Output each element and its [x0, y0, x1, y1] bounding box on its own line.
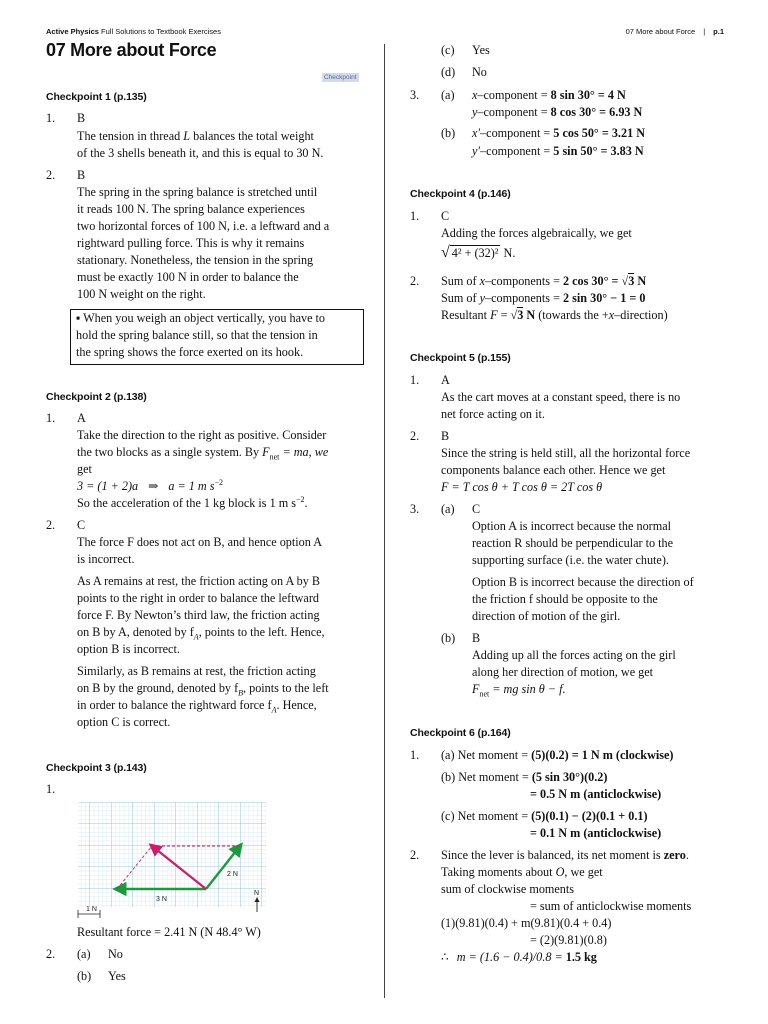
checkpoint-6-heading: Checkpoint 6 (p.164) — [410, 727, 511, 739]
note-line: ▪ When you weigh an object vertically, you have to — [76, 311, 326, 325]
note-line: hold the spring balance still, so that the tension in — [76, 328, 318, 342]
part-label: (a) — [441, 88, 455, 102]
question-number: 2. — [410, 429, 420, 443]
explanation-line: Taking moments about O, we get — [441, 865, 603, 879]
answer-letter: B — [77, 168, 86, 182]
explanation-line: on B by the ground, denoted by $f_B$, points to the left — [77, 681, 329, 698]
equation-line: ∴ m = (1.6 − 0.4)/0.8 = 1.5 kg — [441, 950, 597, 964]
explanation-line: Adding up all the forces acting on the girl — [472, 648, 676, 662]
explanation-line: the two blocks as a single system. By $F_{net}$ = ma, we — [77, 445, 329, 462]
explanation-line: supporting surface (i.e. the water chute). — [472, 553, 669, 567]
answer-letter: C — [441, 209, 450, 223]
explanation-line: must be exactly 100 N in order to balance the — [77, 270, 299, 284]
running-header-left: Active Physics Full Solutions to Textbook Exercises — [46, 27, 221, 36]
equation-line: y′–component = 5 sin 50° = 3.83 N — [472, 144, 644, 158]
grid-background — [78, 802, 266, 907]
answer-letter: B — [472, 631, 481, 645]
question-number: 1. — [410, 209, 420, 223]
explanation-line: 100 N weight on the right. — [77, 287, 206, 301]
explanation-line: is incorrect. — [77, 552, 135, 566]
explanation-line: The force F does not act on B, and hence option A — [77, 535, 323, 549]
question-number: 3. — [410, 502, 420, 516]
answer-letter: B — [441, 429, 450, 443]
explanation-line: Option B is incorrect because the direction of — [472, 575, 694, 589]
equation-line: (1)(9.81)(0.4) + m(9.81)(0.4 + 0.4) — [441, 916, 612, 930]
explanation-line: option C is correct. — [77, 715, 171, 729]
scale-label: 1 N — [86, 906, 97, 913]
part-answer: No — [108, 947, 123, 961]
explanation-line: sum of clockwise moments — [441, 882, 575, 896]
label-2n: 2 N — [227, 871, 238, 878]
explanation-line: Option A is incorrect because the normal — [472, 519, 672, 533]
checkpoint-5-heading: Checkpoint 5 (p.155) — [410, 352, 511, 364]
equation-line: = sum of anticlockwise moments — [530, 899, 692, 913]
explanation-line: The tension in thread L balances the total weight — [77, 129, 314, 143]
explanation-line: force F. By Newton’s third law, the friction acting — [77, 608, 320, 622]
explanation-line: direction of motion of the girl. — [472, 609, 621, 623]
column-divider — [384, 44, 385, 998]
equation-line: = 0.1 N m (anticlockwise) — [530, 826, 662, 840]
explanation-line: get — [77, 462, 92, 476]
part-label: (d) — [441, 65, 456, 79]
running-header-right: 07 More about Force | p.1 — [625, 27, 724, 36]
equation-line: = 0.5 N m (anticlockwise) — [530, 787, 662, 801]
equation-line: √ 4² + (32)² N. — [441, 244, 516, 261]
question-number: 1. — [46, 411, 56, 425]
explanation-line: on B by A, denoted by $f_A$, points to the left. Hence, — [77, 625, 325, 642]
part-answer: Yes — [472, 43, 490, 57]
part-label: (a) — [77, 947, 91, 961]
explanation-line: along her direction of motion, we get — [472, 665, 654, 679]
north-label: N — [254, 890, 260, 897]
explanation-line: Since the lever is balanced, its net moment is zero. — [441, 848, 689, 862]
question-number: 1. — [46, 111, 56, 125]
note-box — [70, 309, 364, 365]
equation-line: Sum of x–components = 2 cos 30° = √3 N — [441, 274, 647, 288]
explanation-line: net force acting on it. — [441, 407, 545, 421]
equation-line: (b) Net moment = (5 sin 30°)(0.2) — [441, 770, 608, 784]
part-label: (b) — [441, 631, 456, 645]
explanation-line: it reads 100 N. The spring balance experiences — [77, 202, 305, 216]
equation-line: x–component = 8 sin 30° = 4 N — [472, 88, 626, 102]
question-number: 2. — [46, 947, 56, 961]
question-number: 2. — [410, 848, 420, 862]
answer-letter: B — [77, 111, 86, 125]
question-number: 1. — [46, 782, 56, 796]
equation-line: 3 = (1 + 2)a ⇒ a = 1 m $s^{-2}$ — [77, 477, 224, 493]
answer-letter: C — [77, 518, 86, 532]
page-title: 07 More about Force — [46, 40, 217, 60]
answer-letter: A — [441, 373, 450, 387]
part-label: (b) — [441, 126, 456, 140]
vector-diagram — [68, 802, 268, 920]
equation-line: x′–component = 5 cos 50° = 3.21 N — [472, 126, 646, 140]
checkpoint-1-heading: Checkpoint 1 (p.135) — [46, 91, 147, 103]
explanation-line: in order to balance the rightward force $f_A$. Hence, — [77, 698, 317, 715]
question-number: 1. — [410, 748, 420, 762]
part-label: (a) — [441, 502, 455, 516]
explanation-line: Take the direction to the right as positive. Consider — [77, 428, 327, 442]
explanation-line: Similarly, as B remains at rest, the friction acting — [77, 664, 316, 678]
checkpoint-4-heading: Checkpoint 4 (p.146) — [410, 188, 511, 200]
explanation-line: the friction f should be opposite to the — [472, 592, 658, 606]
equation-line: $F_{net}$ = mg sin θ − f. — [472, 682, 566, 699]
explanation-line: The spring in the spring balance is stretched until — [77, 185, 318, 199]
resultant-text: Resultant force = 2.41 N (N 48.4° W) — [77, 925, 261, 939]
answer-letter: A — [77, 411, 86, 425]
explanation-line: points to the right in order to balance the leftward — [77, 591, 319, 605]
question-number: 2. — [46, 168, 56, 182]
equation-line: (a) Net moment = (5)(0.2) = 1 N m (clockwise) — [441, 748, 674, 762]
part-answer: No — [472, 65, 487, 79]
part-label: (b) — [77, 969, 92, 983]
explanation-line: Since the string is held still, all the horizontal force — [441, 446, 691, 460]
label-3n: 3 N — [156, 896, 167, 903]
note-line: the spring shows the force exerted on its hook. — [76, 345, 304, 359]
question-number: 2. — [46, 518, 56, 532]
answer-letter: C — [472, 502, 481, 516]
explanation-line: So the acceleration of the 1 kg block is 1 m $s^{-2}$. — [77, 494, 308, 510]
explanation-line: option B is incorrect. — [77, 642, 180, 656]
checkpoint-3-heading: Checkpoint 3 (p.143) — [46, 762, 147, 774]
question-number: 1. — [410, 373, 420, 387]
equation-line: Resultant F = √3 N (towards the +x–direction) — [441, 308, 668, 322]
checkpoint-badge[interactable]: Checkpoint — [324, 74, 357, 81]
explanation-line: two horizontal forces of 100 N, i.e. a leftward and a — [77, 219, 330, 233]
equation-line: (c) Net moment = (5)(0.1) − (2)(0.1 + 0.1) — [441, 809, 648, 823]
checkpoint-2-heading: Checkpoint 2 (p.138) — [46, 391, 147, 403]
equation-line: F = T cos θ + T cos θ = 2T cos θ — [441, 480, 603, 494]
explanation-line: stationary. Nonetheless, the tension in the spring — [77, 253, 314, 267]
explanation-line: As the cart moves at a constant speed, there is no — [441, 390, 681, 404]
part-answer: Yes — [108, 969, 126, 983]
explanation-line: components balance each other. Hence we get — [441, 463, 666, 477]
equation-line: = (2)(9.81)(0.8) — [530, 933, 607, 947]
explanation-line: Adding the forces algebraically, we get — [441, 226, 632, 240]
part-label: (c) — [441, 43, 455, 57]
explanation-line: reaction R should be perpendicular to the — [472, 536, 674, 550]
question-number: 3. — [410, 88, 420, 102]
equation-line: y–component = 8 cos 30° = 6.93 N — [472, 105, 643, 119]
explanation-line: rightward pulling force. This is why it remains — [77, 236, 305, 250]
explanation-line: As A remains at rest, the friction acting on A by B — [77, 574, 321, 588]
explanation-line: of the 3 shells beneath it, and this is equal to 30 N. — [77, 146, 324, 160]
equation-line: Sum of y–components = 2 sin 30° − 1 = 0 — [441, 291, 646, 305]
question-number: 2. — [410, 274, 420, 288]
